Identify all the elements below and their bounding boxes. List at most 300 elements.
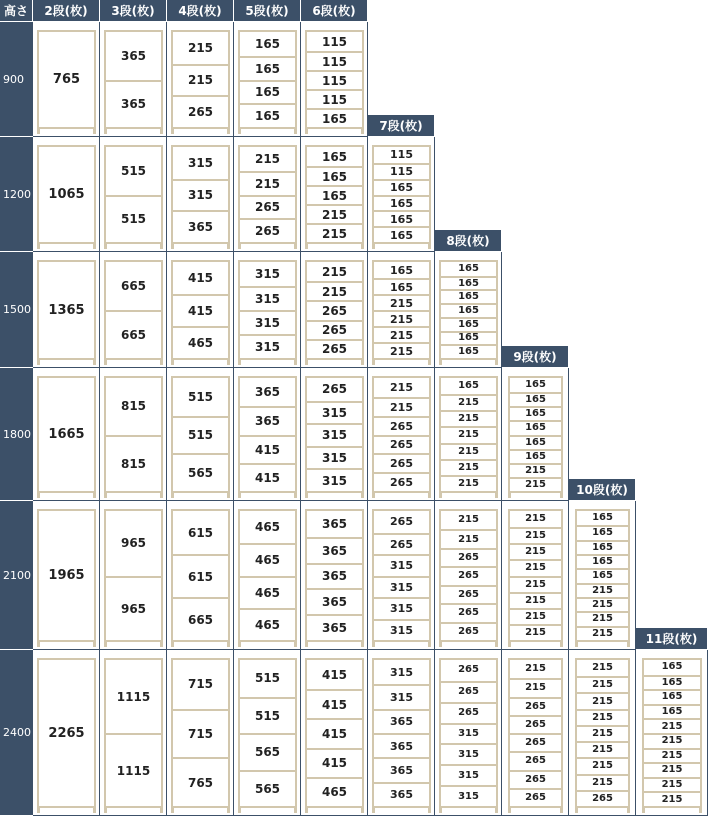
board-spacing-value: 165 <box>644 675 700 690</box>
board-spacing-value: 215 <box>441 410 496 426</box>
board-spacing-value: 165 <box>644 704 700 719</box>
board-spacing-value: 215 <box>307 281 362 300</box>
board-spacing-value: 465 <box>307 777 362 806</box>
board-spacing-value: 215 <box>577 583 628 597</box>
shelf-cell <box>502 501 569 650</box>
board-spacing-value: 265 <box>510 715 561 733</box>
board-spacing-value: 215 <box>525 663 546 675</box>
board-spacing-value: 365 <box>374 709 429 733</box>
board-spacing-value: 165 <box>441 331 496 345</box>
board-spacing-value: 215 <box>173 64 228 96</box>
board-spacing-value: 215 <box>644 718 700 733</box>
board-spacing-value: 215 <box>510 624 561 640</box>
shelf-unit <box>372 260 431 360</box>
shelf-unit <box>171 30 230 129</box>
shelf-cell <box>167 501 234 650</box>
board-spacing-value: 165 <box>240 103 295 127</box>
board-spacing-value: 215 <box>577 626 628 640</box>
shelf-unit <box>171 260 230 360</box>
shelf-unit <box>372 509 431 642</box>
board-spacing-value: 265 <box>458 664 479 676</box>
shelf-unit <box>171 658 230 808</box>
shelf-cell <box>435 368 502 501</box>
shelf-cell <box>33 252 100 368</box>
shelf-unit <box>305 658 364 808</box>
board-spacing-value: 365 <box>374 757 429 781</box>
board-spacing-value: 365 <box>307 563 362 589</box>
shelf-cell <box>33 650 100 816</box>
board-spacing-value: 365 <box>173 210 228 242</box>
board-spacing-value: 215 <box>577 692 628 708</box>
board-spacing-value: 965 <box>106 576 161 641</box>
board-spacing-value: 415 <box>307 689 362 718</box>
shelf-cell <box>569 650 636 816</box>
board-spacing-value: 215 <box>592 662 613 674</box>
board-spacing-value: 565 <box>240 770 295 807</box>
board-spacing-value: 165 <box>510 406 561 420</box>
board-spacing-value: 265 <box>321 382 348 397</box>
shelf-cell <box>100 501 167 650</box>
row-label-height-2400: 2400 <box>0 650 33 816</box>
board-spacing-value: 215 <box>441 443 496 459</box>
board-spacing-value: 265 <box>240 218 295 242</box>
board-spacing-value: 615 <box>187 525 214 540</box>
shelf-cell <box>636 650 708 816</box>
board-spacing-value: 515 <box>187 389 214 404</box>
shelf-unit <box>37 30 96 129</box>
shelf-unit <box>372 145 431 244</box>
board-spacing-value: 215 <box>374 310 429 326</box>
shelf-unit <box>171 376 230 493</box>
board-spacing-value: 215 <box>240 171 295 195</box>
board-spacing-value: 1965 <box>48 568 85 583</box>
board-spacing-value: 365 <box>321 516 348 531</box>
board-spacing-value: 165 <box>577 554 628 568</box>
shelf-cell <box>368 137 435 252</box>
shelf-unit <box>238 145 297 244</box>
board-spacing-value: 215 <box>307 223 362 242</box>
board-spacing-value: 265 <box>307 320 362 339</box>
board-spacing-value: 315 <box>307 401 362 424</box>
board-spacing-value: 315 <box>441 743 496 764</box>
shelf-unit <box>642 658 702 808</box>
board-spacing-value: 965 <box>120 536 147 551</box>
board-spacing-value: 165 <box>441 289 496 303</box>
shelf-cell <box>234 137 301 252</box>
shelf-cell <box>33 22 100 137</box>
shelf-unit <box>238 658 297 808</box>
board-spacing-value: 465 <box>173 326 228 358</box>
shelf-cell <box>100 252 167 368</box>
column-header-6-dan: 6段(枚) <box>301 0 368 22</box>
board-spacing-value: 265 <box>577 790 628 806</box>
shelf-cell <box>368 252 435 368</box>
shelf-unit <box>508 376 563 493</box>
shelf-cell <box>100 22 167 137</box>
board-spacing-value: 165 <box>390 263 413 277</box>
board-spacing-value: 315 <box>374 619 429 641</box>
shelf-unit <box>171 145 230 244</box>
board-spacing-value: 265 <box>390 515 413 529</box>
board-spacing-value: 465 <box>240 543 295 575</box>
board-spacing-value: 765 <box>52 72 81 87</box>
shelf-cell <box>301 22 368 137</box>
board-spacing-value: 215 <box>441 459 496 475</box>
board-spacing-value: 265 <box>510 697 561 715</box>
board-spacing-value: 215 <box>510 678 561 696</box>
shelf-unit <box>104 30 163 129</box>
board-spacing-value: 715 <box>187 677 214 692</box>
board-spacing-value: 215 <box>644 791 700 806</box>
board-spacing-value: 265 <box>510 788 561 806</box>
shelf-unit <box>104 376 163 493</box>
board-spacing-value: 365 <box>307 537 362 563</box>
shelf-unit <box>238 376 297 493</box>
board-spacing-value: 1115 <box>106 733 161 806</box>
board-spacing-value: 315 <box>240 286 295 310</box>
board-spacing-value: 1665 <box>48 427 85 442</box>
board-spacing-value: 165 <box>254 36 281 51</box>
board-spacing-value: 815 <box>120 399 147 414</box>
board-spacing-value: 165 <box>458 262 479 274</box>
shelf-unit <box>575 658 630 808</box>
board-spacing-value: 115 <box>374 163 429 179</box>
board-spacing-value: 165 <box>374 195 429 211</box>
shelf-unit <box>439 509 498 642</box>
board-spacing-value: 265 <box>441 603 496 621</box>
board-spacing-value: 165 <box>441 276 496 290</box>
board-spacing-value: 365 <box>307 588 362 614</box>
board-spacing-value: 165 <box>592 512 613 524</box>
shelf-cell <box>301 501 368 650</box>
board-spacing-value: 315 <box>374 597 429 619</box>
board-spacing-value: 115 <box>307 89 362 108</box>
board-spacing-value: 365 <box>254 385 281 400</box>
row-label-height-1500: 1500 <box>0 252 33 368</box>
shelf-cell <box>234 22 301 137</box>
board-spacing-value: 315 <box>441 764 496 785</box>
board-spacing-value: 165 <box>510 420 561 434</box>
board-spacing-value: 1365 <box>48 302 85 318</box>
board-spacing-value: 1065 <box>48 187 85 202</box>
shelf-cell <box>234 368 301 501</box>
board-spacing-value: 165 <box>307 108 362 127</box>
board-spacing-value: 165 <box>441 303 496 317</box>
column-header-3-dan: 3段(枚) <box>100 0 167 22</box>
board-spacing-value: 215 <box>510 463 561 477</box>
shelf-cell <box>33 501 100 650</box>
board-spacing-value: 165 <box>374 226 429 242</box>
board-spacing-value: 115 <box>390 148 413 162</box>
board-spacing-value: 165 <box>458 380 479 392</box>
shelf-unit <box>575 509 630 642</box>
board-spacing-value: 315 <box>441 785 496 806</box>
board-spacing-value: 215 <box>441 529 496 547</box>
shelf-unit <box>37 658 96 808</box>
row-label-height-1800: 1800 <box>0 368 33 501</box>
board-spacing-value: 365 <box>120 48 147 63</box>
column-header-4-dan: 4段(枚) <box>167 0 234 22</box>
shelf-unit <box>305 509 364 642</box>
board-spacing-value: 365 <box>106 80 161 128</box>
shelf-cell <box>301 650 368 816</box>
board-spacing-value: 515 <box>240 697 295 734</box>
board-spacing-value: 215 <box>390 380 413 394</box>
board-spacing-value: 415 <box>173 294 228 326</box>
board-spacing-value: 315 <box>307 468 362 491</box>
column-header-7-dan: 7段(枚) <box>368 115 435 137</box>
column-header-5-dan: 5段(枚) <box>234 0 301 22</box>
shelf-cell <box>502 650 569 816</box>
row-label-height-1200: 1200 <box>0 137 33 252</box>
board-spacing-value: 265 <box>441 566 496 584</box>
shelf-unit <box>238 509 297 642</box>
shelf-unit <box>305 145 364 244</box>
board-spacing-value: 315 <box>307 446 362 469</box>
board-spacing-value: 165 <box>374 210 429 226</box>
board-spacing-value: 265 <box>510 770 561 788</box>
shelf-cell <box>234 501 301 650</box>
shelf-cell <box>435 252 502 368</box>
board-spacing-value: 165 <box>661 661 683 673</box>
board-spacing-value: 165 <box>577 540 628 554</box>
board-spacing-value: 165 <box>240 56 295 80</box>
board-spacing-value: 215 <box>577 757 628 773</box>
board-spacing-value: 415 <box>307 718 362 747</box>
shelf-cell <box>100 650 167 816</box>
shelf-unit <box>439 260 498 360</box>
board-spacing-value: 415 <box>240 435 295 463</box>
board-spacing-value: 215 <box>441 475 496 491</box>
board-spacing-value: 815 <box>106 435 161 492</box>
board-spacing-value: 165 <box>644 689 700 704</box>
shelf-cell <box>368 650 435 816</box>
shelf-cell <box>167 137 234 252</box>
shelf-unit <box>372 658 431 808</box>
board-spacing-value: 315 <box>173 179 228 211</box>
shelf-cell <box>33 137 100 252</box>
board-spacing-value: 665 <box>173 597 228 640</box>
board-spacing-value: 215 <box>510 477 561 491</box>
board-spacing-value: 365 <box>240 406 295 434</box>
board-spacing-value: 265 <box>374 472 429 491</box>
shelf-unit <box>238 30 297 129</box>
shelf-unit <box>104 260 163 360</box>
shelf-cell <box>100 368 167 501</box>
board-spacing-value: 315 <box>307 423 362 446</box>
shelf-unit <box>104 145 163 244</box>
board-spacing-value: 215 <box>510 527 561 543</box>
board-spacing-value: 265 <box>240 195 295 219</box>
shelf-unit <box>372 376 431 493</box>
shelf-unit <box>305 260 364 360</box>
shelf-cell <box>368 368 435 501</box>
shelf-cell <box>167 22 234 137</box>
shelf-cell <box>435 501 502 650</box>
board-spacing-value: 2265 <box>48 725 85 741</box>
board-spacing-value: 265 <box>510 733 561 751</box>
row-label-height-2100: 2100 <box>0 501 33 650</box>
board-spacing-value: 315 <box>374 554 429 576</box>
board-spacing-value: 215 <box>510 543 561 559</box>
board-spacing-value: 215 <box>644 733 700 748</box>
board-spacing-value: 765 <box>173 757 228 806</box>
column-header-9-dan: 9段(枚) <box>502 346 569 368</box>
board-spacing-value: 415 <box>307 748 362 777</box>
board-spacing-value: 265 <box>307 300 362 319</box>
board-spacing-value: 415 <box>321 667 348 682</box>
board-spacing-value: 665 <box>106 310 161 358</box>
shelf-unit <box>305 376 364 493</box>
board-spacing-value: 165 <box>240 80 295 104</box>
shelf-cell <box>502 368 569 501</box>
column-header-2-dan: 2段(枚) <box>33 0 100 22</box>
board-spacing-value: 265 <box>307 339 362 358</box>
board-spacing-value: 265 <box>441 702 496 723</box>
board-spacing-value: 165 <box>510 392 561 406</box>
shelf-cell <box>301 137 368 252</box>
board-spacing-value: 215 <box>374 397 429 416</box>
column-header-8-dan: 8段(枚) <box>435 230 502 252</box>
board-spacing-value: 265 <box>173 95 228 127</box>
board-spacing-value: 265 <box>374 435 429 454</box>
board-spacing-value: 215 <box>577 597 628 611</box>
shelf-cell <box>301 368 368 501</box>
shelf-cell <box>167 650 234 816</box>
board-spacing-value: 265 <box>441 681 496 702</box>
shelf-unit <box>508 658 563 808</box>
board-spacing-value: 215 <box>374 342 429 358</box>
shelf-unit <box>508 509 563 642</box>
shelf-unit <box>37 145 96 244</box>
board-spacing-value: 315 <box>240 310 295 334</box>
shelf-unit <box>37 260 96 360</box>
board-spacing-value: 115 <box>307 51 362 70</box>
shelf-unit <box>37 509 96 642</box>
shelf-cell <box>368 501 435 650</box>
board-spacing-value: 665 <box>120 279 147 293</box>
board-spacing-value: 265 <box>374 416 429 435</box>
board-spacing-value: 215 <box>374 326 429 342</box>
board-spacing-value: 315 <box>441 723 496 744</box>
board-spacing-value: 215 <box>374 294 429 310</box>
board-spacing-value: 215 <box>254 151 281 166</box>
board-spacing-value: 265 <box>441 585 496 603</box>
board-spacing-value: 515 <box>106 195 161 243</box>
board-spacing-value: 215 <box>577 709 628 725</box>
shelf-unit <box>439 658 498 808</box>
board-spacing-value: 315 <box>240 334 295 358</box>
board-spacing-value: 365 <box>307 614 362 640</box>
height-column-header: 高さ <box>0 0 33 22</box>
column-header-10-dan: 10段(枚) <box>569 479 636 501</box>
board-spacing-value: 365 <box>374 782 429 806</box>
board-spacing-value: 515 <box>254 671 281 686</box>
board-spacing-value: 215 <box>577 725 628 741</box>
board-spacing-value: 715 <box>173 709 228 758</box>
board-spacing-value: 215 <box>644 762 700 777</box>
board-spacing-value: 465 <box>240 576 295 608</box>
board-spacing-value: 515 <box>120 163 147 178</box>
board-spacing-value: 165 <box>441 344 496 358</box>
board-spacing-value: 115 <box>321 34 348 49</box>
board-spacing-value: 265 <box>374 453 429 472</box>
board-spacing-value: 115 <box>307 70 362 89</box>
board-spacing-value: 415 <box>187 271 214 285</box>
board-spacing-value: 165 <box>307 166 362 185</box>
board-spacing-value: 315 <box>254 267 281 281</box>
board-spacing-value: 165 <box>321 149 348 164</box>
board-spacing-value: 215 <box>525 513 546 525</box>
board-spacing-value: 215 <box>510 608 561 624</box>
shelf-cell <box>234 252 301 368</box>
board-spacing-value: 565 <box>240 733 295 770</box>
row-label-height-900: 900 <box>0 22 33 137</box>
board-spacing-value: 415 <box>240 463 295 491</box>
board-spacing-value: 465 <box>240 608 295 640</box>
board-spacing-value: 215 <box>510 576 561 592</box>
board-spacing-value: 1115 <box>116 689 151 704</box>
board-spacing-value: 215 <box>321 264 348 279</box>
board-spacing-value: 365 <box>374 733 429 757</box>
board-spacing-value: 215 <box>577 741 628 757</box>
board-spacing-value: 215 <box>577 676 628 692</box>
board-spacing-value: 165 <box>307 185 362 204</box>
board-spacing-value: 215 <box>577 774 628 790</box>
board-spacing-value: 165 <box>441 317 496 331</box>
shelf-cell <box>167 252 234 368</box>
board-spacing-value: 215 <box>577 611 628 625</box>
shelf-unit <box>104 509 163 642</box>
board-spacing-value: 165 <box>577 568 628 582</box>
board-spacing-value: 265 <box>441 622 496 640</box>
board-spacing-value: 265 <box>441 548 496 566</box>
shelf-cell <box>301 252 368 368</box>
board-spacing-value: 215 <box>187 40 214 55</box>
shelf-unit <box>305 30 364 129</box>
board-spacing-value: 215 <box>510 592 561 608</box>
shelf-cell <box>435 650 502 816</box>
board-spacing-value: 315 <box>374 576 429 598</box>
board-spacing-value: 215 <box>644 748 700 763</box>
shelf-cell <box>33 368 100 501</box>
board-spacing-value: 215 <box>441 426 496 442</box>
board-spacing-value: 165 <box>374 278 429 294</box>
column-header-11-dan: 11段(枚) <box>636 628 708 650</box>
board-spacing-value: 165 <box>577 525 628 539</box>
shelf-cell <box>569 501 636 650</box>
board-spacing-value: 165 <box>510 449 561 463</box>
board-spacing-value: 215 <box>644 777 700 792</box>
board-spacing-value: 465 <box>254 520 281 535</box>
board-spacing-value: 215 <box>307 204 362 223</box>
board-spacing-value: 315 <box>374 684 429 708</box>
shelf-unit <box>104 658 163 808</box>
shelf-cell <box>234 650 301 816</box>
board-spacing-value: 215 <box>441 394 496 410</box>
board-spacing-value: 265 <box>374 533 429 555</box>
board-spacing-value: 165 <box>510 435 561 449</box>
board-spacing-value: 565 <box>173 453 228 491</box>
board-spacing-value: 315 <box>390 665 413 679</box>
shelf-unit <box>171 509 230 642</box>
shelf-unit <box>37 376 96 493</box>
board-spacing-value: 165 <box>525 379 546 391</box>
board-spacing-value: 265 <box>510 751 561 769</box>
shelf-unit <box>439 376 498 493</box>
board-spacing-value: 165 <box>374 179 429 195</box>
board-spacing-value: 215 <box>458 514 479 526</box>
